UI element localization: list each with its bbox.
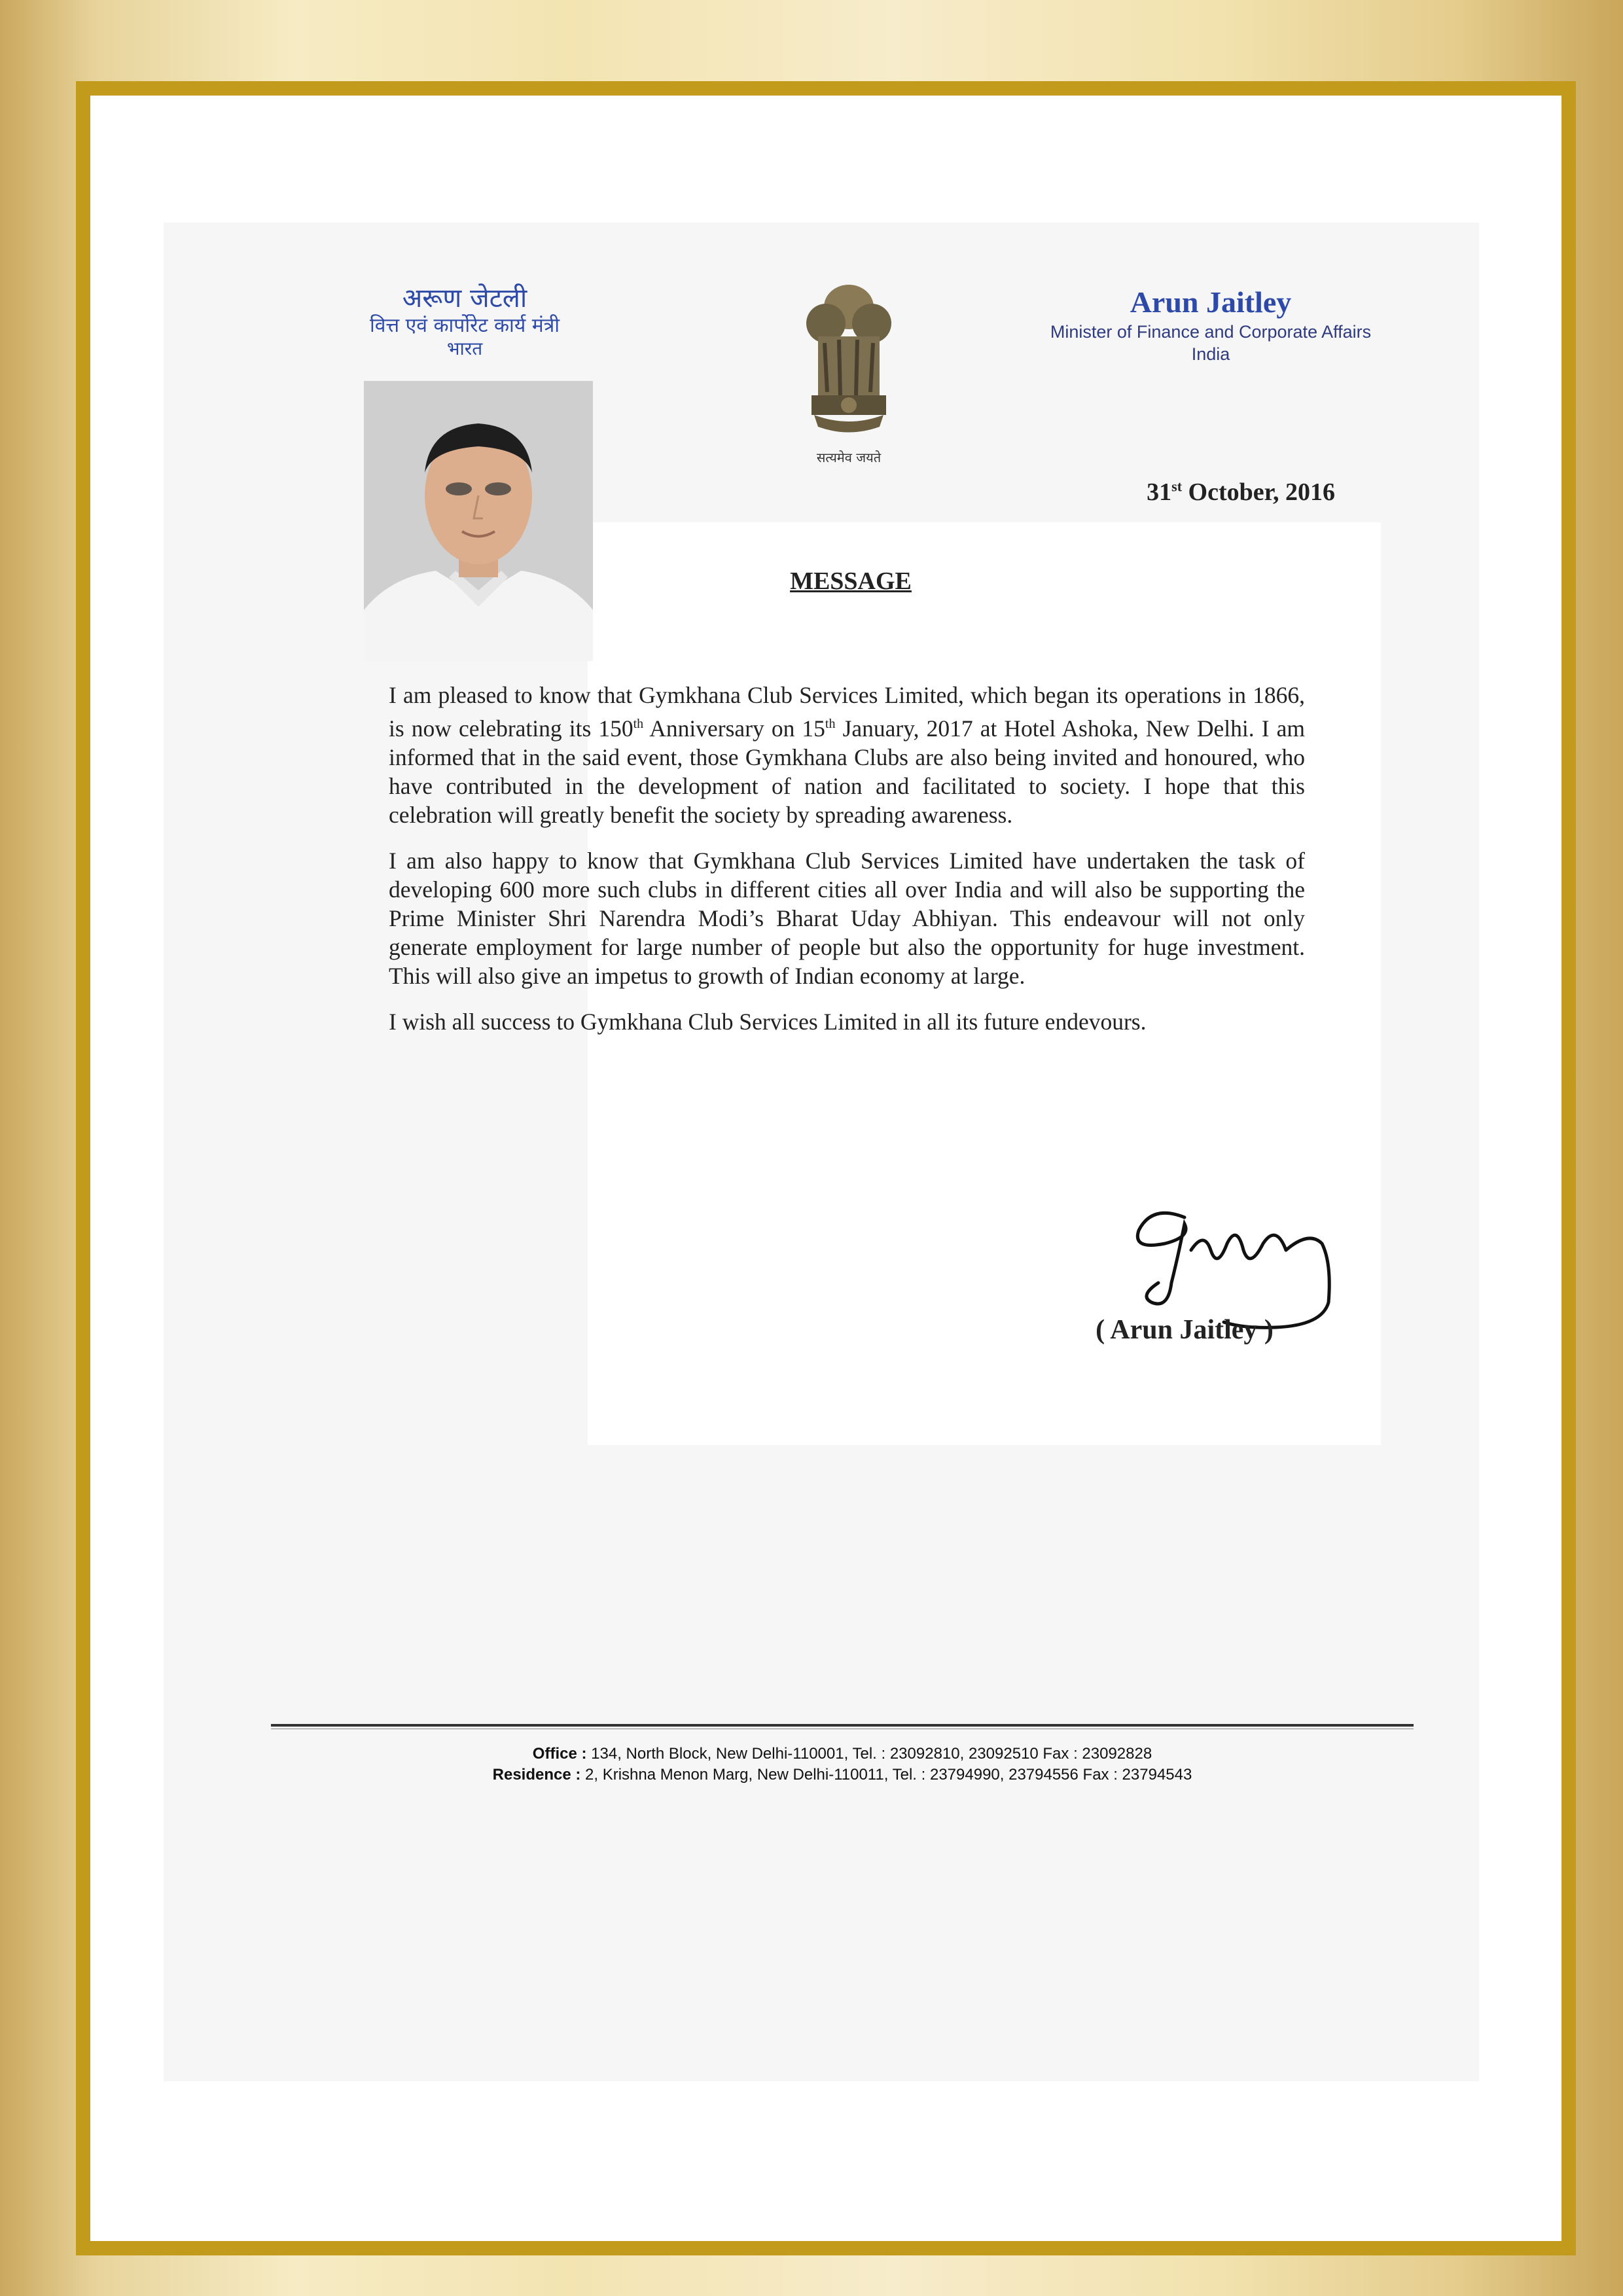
paragraph-2: I am also happy to know that Gymkhana Club Services Limited have undertaken the task of developing 600 more such clubs in different cities all over India and will also be supporting the Prime Minister Shri Narendra Modi’s Bharat Uday Abhiyan. This endeavour will not only generate employment for large number of people but also the opportunity for huge investment. This will also give an impetus to growth of Indian economy at large. <box>389 847 1305 989</box>
footer-address <box>271 1744 1414 1785</box>
paragraph-1 <box>389 681 1305 829</box>
emblem-motto: सत्यमेव जयते <box>816 450 882 465</box>
english-name: Arun Jaitley <box>1130 285 1292 319</box>
date-day: 31 <box>1147 478 1172 506</box>
message-body <box>389 681 1305 1053</box>
hindi-letterhead <box>281 283 648 360</box>
paragraph-3: I wish all success to Gymkhana Club Services Limited in all its future endevours. <box>389 1008 1147 1035</box>
office-text: 134, North Block, New Delhi-110001, Tel. : 23092810, 23092510 Fax : 23092828 <box>586 1745 1152 1763</box>
english-title: Minister of Finance and Corporate Affairs <box>1050 322 1372 342</box>
p1-part-a: I am pleased to know that Gymkhana Club Services Limited, which began its operations in 1866, is now celebrating its 150 <box>389 682 1305 742</box>
english-letterhead <box>982 284 1440 365</box>
residence-label: Residence : <box>492 1766 581 1784</box>
signatory-name: ( Arun Jaitley ) <box>1096 1315 1274 1345</box>
letter-date <box>1073 478 1335 507</box>
portrait-photo <box>364 381 593 661</box>
footer-rule <box>271 1724 1414 1729</box>
p1-sup-1: th <box>633 717 644 731</box>
office-label: Office : <box>532 1745 587 1763</box>
national-emblem <box>793 278 904 467</box>
residence-text: 2, Krishna Menon Marg, New Delhi-110011, Tel. : 23794990, 23794556 Fax : 23794543 <box>580 1766 1192 1784</box>
residence-address <box>271 1765 1414 1785</box>
office-address <box>271 1744 1414 1765</box>
hindi-title: वित्त एवं कार्पोरेट कार्य मंत्री <box>369 314 560 337</box>
hindi-country: भारत <box>446 338 483 359</box>
date-suffix: st <box>1171 478 1183 495</box>
p1-part-c: January, 2017 at Hotel Ashoka, New Delhi. I am informed that in the said event, those Gymkhana Clubs are also being invited and honoured, who have contributed in the development of nation and facilitated to society. I hope that this celebration will greatly benefit the society by spreading awareness. <box>389 715 1305 828</box>
date-rest: October, 2016 <box>1188 478 1335 506</box>
p1-sup-2: th <box>825 717 836 731</box>
message-heading: MESSAGE <box>790 567 912 595</box>
p1-part-b: Anniversary on 15 <box>643 715 825 742</box>
hindi-name: अरूण जेटली <box>402 283 527 314</box>
english-country: India <box>1191 344 1230 364</box>
